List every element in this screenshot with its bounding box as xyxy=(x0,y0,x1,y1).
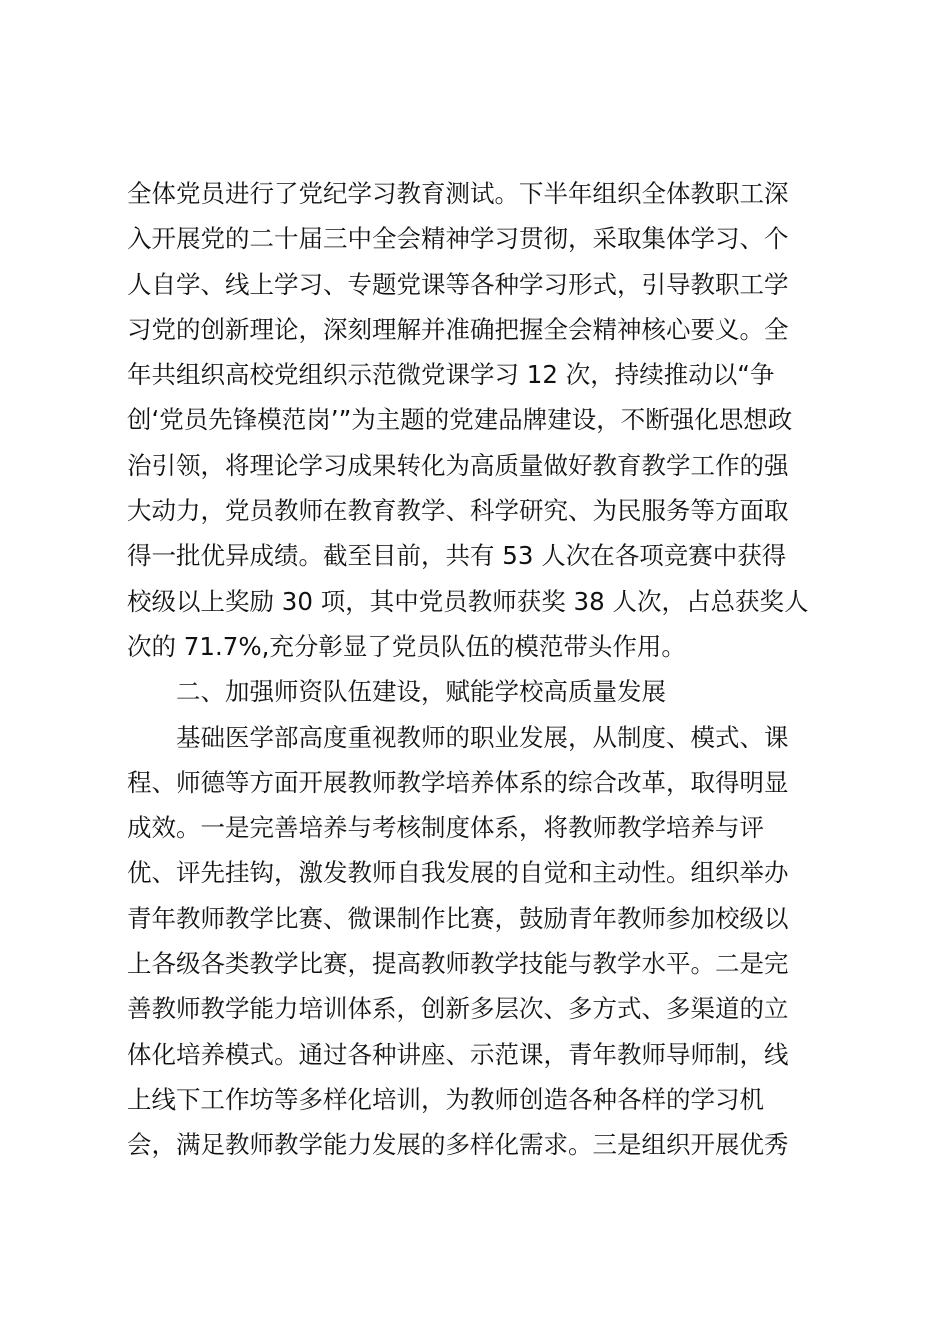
text-line: 校级以上奖励 30 项，其中党员教师获奖 38 人次，占总获奖人 xyxy=(127,586,809,616)
text-line: 善教师教学能力培训体系，创新多层次、多方式、多渠道的立 xyxy=(127,994,789,1024)
section-heading: 二、加强师资队伍建设，赋能学校高质量发展 xyxy=(176,677,666,707)
text-line: 程、师德等方面开展教师教学培养体系的综合改革，取得明显 xyxy=(127,767,789,797)
text-line: 次的 71.7%,充分彰显了党员队伍的模范带头作用。 xyxy=(127,631,686,661)
text-line: 青年教师教学比赛、微课制作比赛，鼓励青年教师参加校级以 xyxy=(127,903,789,933)
text-line: 年共组织高校党组织示范微党课学习 12 次，持续推动以“争 xyxy=(127,360,775,390)
text-line: 治引领，将理论学习成果转化为高质量做好教育教学工作的强 xyxy=(127,450,789,480)
text-line: 大动力，党员教师在教育教学、科学研究、为民服务等方面取 xyxy=(127,496,789,526)
text-line: 会，满足教师教学能力发展的多样化需求。三是组织开展优秀 xyxy=(127,1130,789,1160)
text-line: 习党的创新理论，深刻理解并准确把握全会精神核心要义。全 xyxy=(127,314,789,344)
text-line: 入开展党的二十届三中全会精神学习贯彻，采取集体学习、个 xyxy=(127,224,789,254)
text-line: 成效。一是完善培养与考核制度体系，将教师教学培养与评 xyxy=(127,813,764,843)
text-line: 上各级各类教学比赛，提高教师教学技能与教学水平。二是完 xyxy=(127,949,789,979)
document-body xyxy=(127,171,827,1168)
text-line: 全体党员进行了党纪学习教育测试。下半年组织全体教职工深 xyxy=(127,179,789,208)
text-line: 优、评先挂钩，激发教师自我发展的自觉和主动性。组织举办 xyxy=(127,858,789,888)
text-line: 人自学、线上学习、专题党课等各种学习形式，引导教职工学 xyxy=(127,269,789,299)
text-line: 得一批优异成绩。截至目前，共有 53 人次在各项竞赛中获得 xyxy=(127,541,787,571)
paragraph-first-line: 基础医学部高度重视教师的职业发展，从制度、模式、课 xyxy=(176,722,789,752)
text-line: 创‘党员先锋模范岗’”为主题的党建品牌建设，不断强化思想政 xyxy=(127,405,793,435)
text-line: 上线下工作坊等多样化培训，为教师创造各种各样的学习机 xyxy=(127,1084,764,1114)
text-line: 体化培养模式。通过各种讲座、示范课，青年教师导师制，线 xyxy=(127,1039,789,1069)
